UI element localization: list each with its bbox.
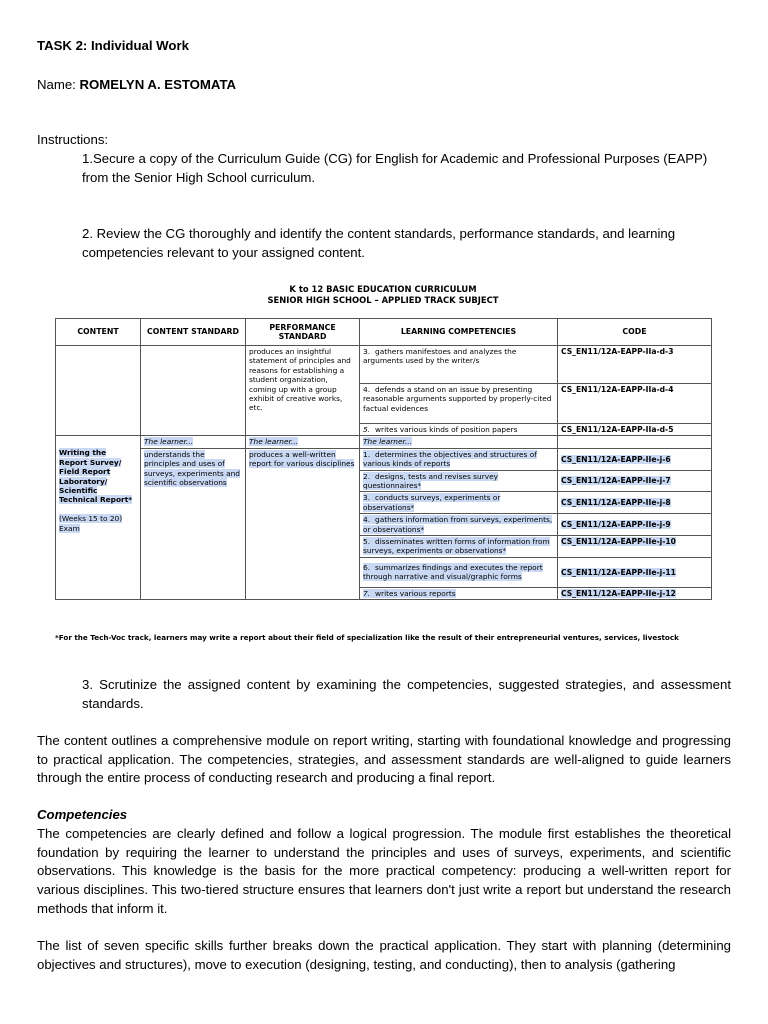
code-cell: CS_EN11/12A-EAPP-IIe-j-8: [558, 492, 712, 514]
instruction-3: 3. Scrutinize the assigned content by examining the competencies, suggested strategies, and assessment standards.: [82, 677, 731, 711]
code-cell: CS_EN11/12A-EAPP-IIe-j-6: [558, 448, 712, 470]
competencies-heading: Competencies: [37, 807, 128, 822]
instruction-1: 1.Secure a copy of the Curriculum Guide (CG) for English for Academic and Professional Purposes (EAPP) from the Senior High School curriculum.: [82, 151, 708, 185]
code-cell: CS_EN11/12A-EAPP-IIa-d-4: [558, 384, 712, 424]
paragraph-intro: The content outlines a comprehensive module on report writing, starting with foundational knowledge and progressing to practical application. The competencies, strategies, and assessment standards are well-aligned to guide learners through the entire process of conducting research and producing a final report.: [37, 733, 731, 786]
code-cell: CS_EN11/12A-EAPP-IIe-j-11: [558, 557, 712, 587]
competency-cell: 5. disseminates written forms of information from surveys, experiments or observations*: [360, 536, 558, 558]
content-cell: Writing the Report Survey/ Field Report Laboratory/ Scientific Technical Report* (Weeks 15 to 20) Exam: [56, 436, 141, 600]
figure-title-1: K to 12 BASIC EDUCATION CURRICULUM: [289, 284, 477, 294]
learner-cell: The learner...: [360, 436, 558, 448]
learner-cell: The learner...: [141, 436, 246, 448]
code-cell: CS_EN11/12A-EAPP-IIe-j-10: [558, 536, 712, 558]
figure-footnote: *For the Tech-Voc track, learners may write a report about their field of specialization like the result of their entrepreneurial ventures, services, livestock: [55, 633, 679, 642]
paragraph-competencies: The competencies are clearly defined and follow a logical progression. The module first establishes the theoretical foundation by requiring the learner to understand the principles and uses of surveys, experiments, and scientific observations. This knowledge is the basis for the more practical competency: producing a well-written report for various disciplines. This two-tiered structure ensures that learners don't just write a report but understand the research methods that inform it.: [37, 826, 731, 916]
table-header-row: [56, 319, 712, 346]
competency-cell: 6. summarizes findings and executes the report through narrative and visual/graphic forms: [360, 557, 558, 587]
instruction-2: 2. Review the CG thoroughly and identify the content standards, performance standards, and learning competencies relevant to your assigned content.: [82, 226, 676, 260]
competency-cell: 4. defends a stand on an issue by presenting reasonable arguments supported by properly-cited factual evidences: [360, 384, 558, 424]
competency-cell: 1. determines the objectives and structures of various kinds of reports: [360, 448, 558, 470]
name-line: [37, 76, 731, 95]
table-row: [56, 448, 712, 470]
curriculum-guide-figure: [55, 284, 711, 642]
header-content: CONTENT: [56, 319, 141, 346]
figure-title-2: SENIOR HIGH SCHOOL – APPLIED TRACK SUBJECT: [267, 295, 499, 305]
instructions-label: Instructions:: [37, 132, 109, 147]
performance-top-cell: produces an insightful statement of principles and reasons for establishing a student organization, coming up with a group exhibit of creative works, etc.: [246, 346, 360, 436]
table-row: [56, 436, 712, 448]
competency-cell: 3. conducts surveys, experiments or observations*: [360, 492, 558, 514]
header-content-standard: CONTENT STANDARD: [141, 319, 246, 346]
code-cell: CS_EN11/12A-EAPP-IIe-j-9: [558, 514, 712, 536]
competency-cell: 7. writes various reports: [360, 587, 558, 599]
learner-cell: The learner...: [246, 436, 360, 448]
header-performance-standard: PERFORMANCE STANDARD: [246, 319, 360, 346]
table-row: [56, 346, 712, 384]
task-title: TASK 2: Individual Work: [37, 38, 189, 53]
header-code: CODE: [558, 319, 712, 346]
content-standard-cell: understands the principles and uses of surveys, experiments and scientific observations: [141, 448, 246, 599]
curriculum-table: [55, 318, 712, 600]
name-label: Name:: [37, 77, 76, 92]
code-cell: CS_EN11/12A-EAPP-IIe-j-12: [558, 587, 712, 599]
competency-cell: 5. writes various kinds of position papers: [360, 424, 558, 436]
competency-cell: 2. designs, tests and revises survey questionnaires*: [360, 470, 558, 492]
performance-standard-cell: produces a well-written report for various disciplines: [246, 448, 360, 599]
header-learning-competencies: LEARNING COMPETENCIES: [360, 319, 558, 346]
code-cell: CS_EN11/12A-EAPP-IIa-d-3: [558, 346, 712, 384]
competency-cell: 3. gathers manifestoes and analyzes the arguments used by the writer/s: [360, 346, 558, 384]
competency-cell: 4. gathers information from surveys, experiments, or observations*: [360, 514, 558, 536]
name-value: ROMELYN A. ESTOMATA: [79, 77, 237, 92]
code-cell: CS_EN11/12A-EAPP-IIe-j-7: [558, 470, 712, 492]
code-cell: CS_EN11/12A-EAPP-IIa-d-5: [558, 424, 712, 436]
paragraph-skills: The list of seven specific skills further breaks down the practical application. They start with planning (determining objectives and structures), move to execution (designing, testing, and conducting), then to analysis (gathering: [37, 938, 731, 972]
